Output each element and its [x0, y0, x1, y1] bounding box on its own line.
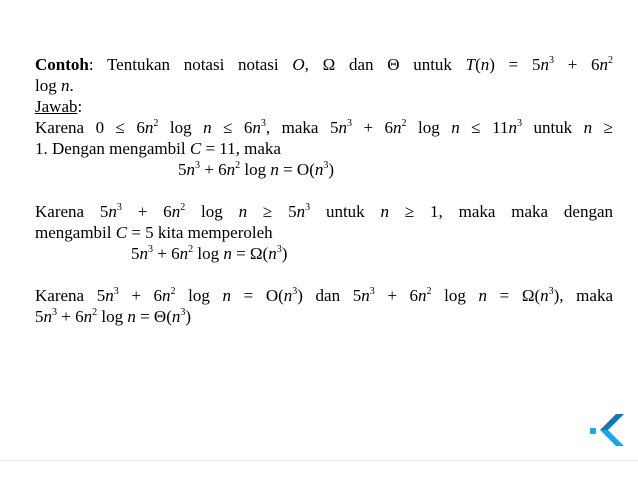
- proof1-equation: $5n^3 + 6n^2$ $\log n = O(n^3)$: [178, 160, 335, 179]
- example-line-1: Contoh: Tentukan notasi notasi O, Ω dan Θ untuk $T(n) = 5n^3 + 6n^2$: [35, 55, 613, 74]
- answer-label: Jawab: [35, 97, 78, 116]
- spacer: [35, 180, 613, 201]
- logo-upper-stroke: [600, 414, 624, 430]
- logo-lower-stroke: [600, 430, 624, 446]
- footer-divider: [0, 460, 638, 461]
- example-line-2: log n.: [35, 76, 74, 95]
- spacer: [35, 264, 613, 285]
- logo-dot: [590, 428, 596, 434]
- proof1-line-1: Karena $0 \le 6n^2$ $\log n \le 6n^3$, maka $5n^3 + 6n^2$ $\log n \le 11n^3$ untuk n ≥: [35, 118, 613, 137]
- example-heading: Contoh: [35, 55, 89, 74]
- conclusion-line-2: $5n^3 + 6n^2$ $\log n = \Theta(n^3)$: [35, 307, 192, 326]
- proof2-line-1: Karena $5n^3 + 6n^2$ $\log n \ge 5n^3$ untuk n ≥ 1, maka maka dengan: [35, 202, 613, 221]
- proof2-equation: $5n^3 + 6n^2$ $\log n = \Omega(n^3)$: [131, 244, 288, 263]
- proof2-line-2: mengambil C = 5 kita memperoleh: [35, 223, 273, 242]
- proof1-line-2: 1. Dengan mengambil C = 11, maka: [35, 139, 281, 158]
- k-logo-icon: [586, 408, 626, 452]
- conclusion-line-1: Karena $5n^3 + 6n^2$ $\log n = O(n^3)$ dan $5n^3 + 6n^2$ $\log n = \Omega(n^3)$, maka: [35, 286, 613, 305]
- slide-content: [35, 54, 613, 327]
- answer-label-line: Jawab:: [35, 97, 83, 116]
